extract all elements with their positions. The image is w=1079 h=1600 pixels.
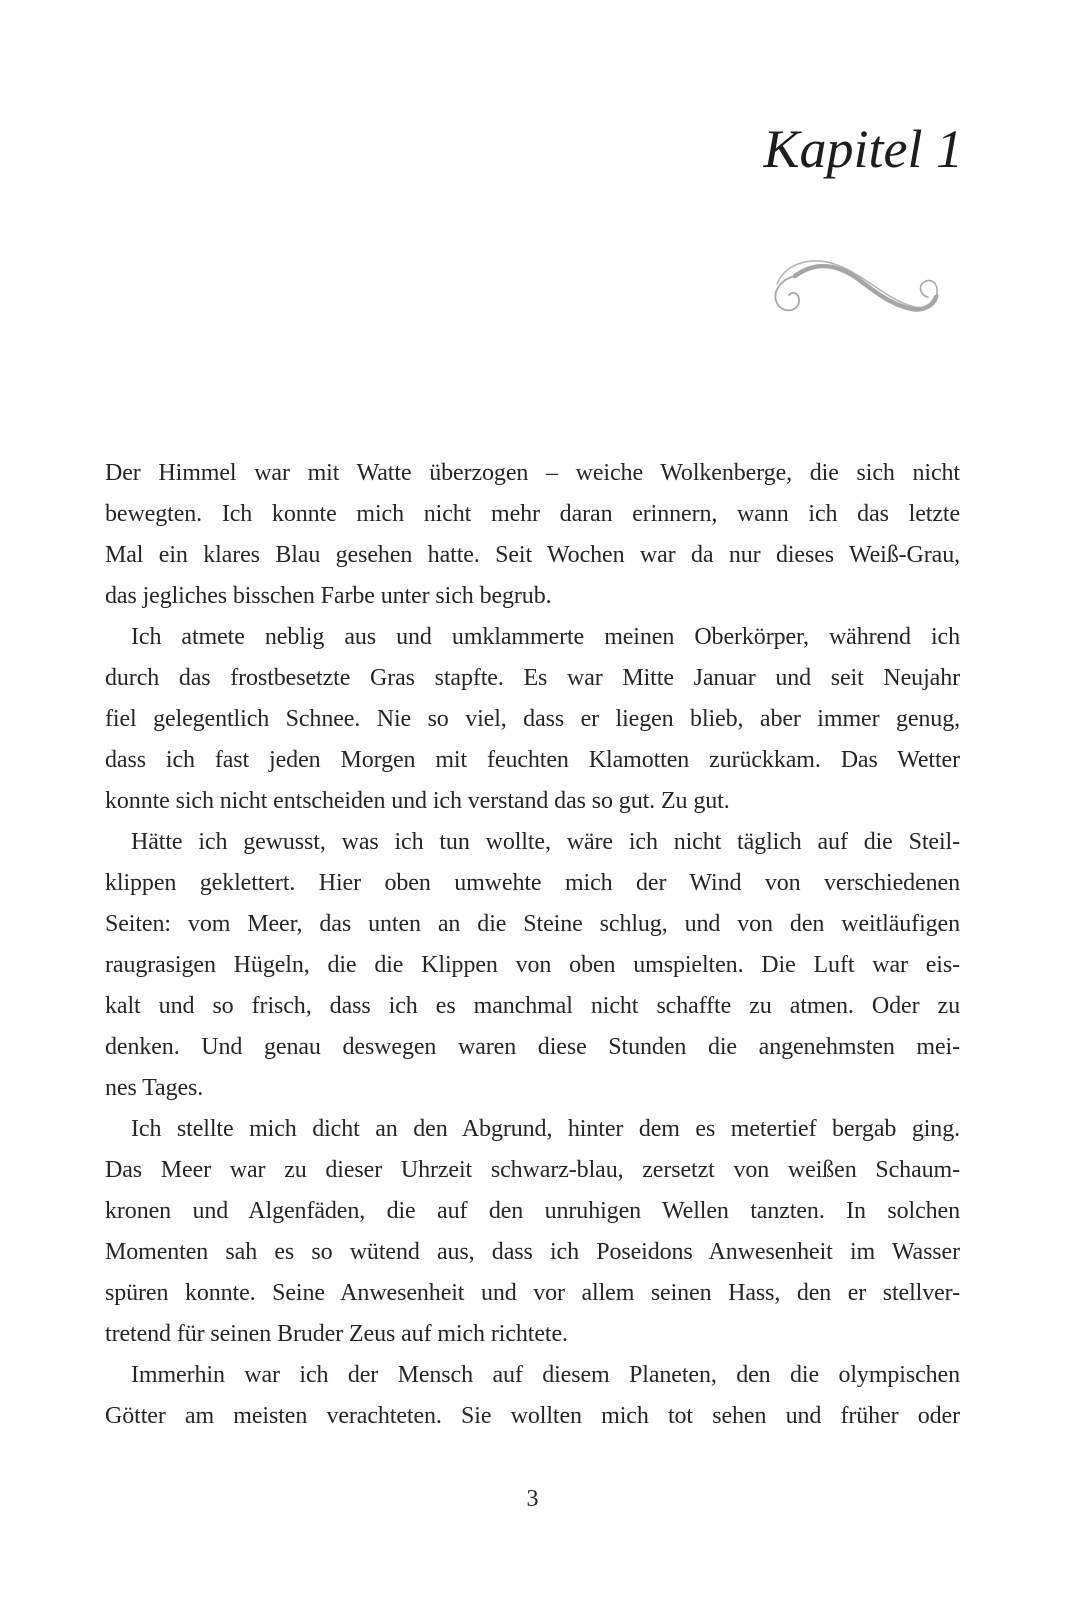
- text-line: Ich atmete neblig aus und umklammerte meinen Oberkörper, während ich: [131, 624, 960, 650]
- text-line: kronen und Algenfäden, die auf den unruhigen Wellen tanzten. In solchen: [105, 1198, 960, 1224]
- text-line: dass ich fast jeden Morgen mit feuchten Klamotten zurückkam. Das Wetter: [105, 747, 960, 773]
- text-line: kalt und so frisch, dass ich es manchmal nicht schaffte zu atmen. Oder zu: [105, 993, 960, 1019]
- text-line: spüren konnte. Seine Anwesenheit und vor allem seinen Hass, den er stellver-: [105, 1280, 960, 1306]
- text-line: Götter am meisten verachteten. Sie wollten mich tot sehen und früher oder: [105, 1403, 960, 1429]
- text-line: das jegliches bisschen Farbe unter sich begrub.: [105, 583, 552, 609]
- text-line: bewegten. Ich konnte mich nicht mehr daran erinnern, wann ich das letzte: [105, 501, 960, 527]
- chapter-title: Kapitel 1: [763, 119, 963, 179]
- text-line: Mal ein klares Blau gesehen hatte. Seit Wochen war da nur dieses Weiß-Grau,: [105, 542, 960, 568]
- page-number: 3: [526, 1486, 539, 1512]
- text-line: konnte sich nicht entscheiden und ich verstand das so gut. Zu gut.: [105, 788, 730, 814]
- text-line: raugrasigen Hügeln, die die Klippen von oben umspielten. Die Luft war eis-: [105, 952, 960, 978]
- text-line: tretend für seinen Bruder Zeus auf mich richtete.: [105, 1321, 568, 1347]
- text-line: fiel gelegentlich Schnee. Nie so viel, dass er liegen blieb, aber immer genug,: [105, 706, 960, 732]
- text-line: Momenten sah es so wütend aus, dass ich Poseidons Anwesenheit im Wasser: [105, 1239, 960, 1265]
- text-line: Seiten: vom Meer, das unten an die Steine schlug, und von den weitläufigen: [105, 911, 960, 937]
- text-line: Das Meer war zu dieser Uhrzeit schwarz-blau, zersetzt von weißen Schaum-: [105, 1157, 960, 1183]
- text-line: nes Tages.: [105, 1075, 204, 1101]
- text-line: klippen geklettert. Hier oben umwehte mich der Wind von verschiedenen: [105, 870, 960, 896]
- text-line: Der Himmel war mit Watte überzogen – weiche Wolkenberge, die sich nicht: [105, 460, 960, 486]
- body-text: [105, 453, 960, 1437]
- text-line: Immerhin war ich der Mensch auf diesem Planeten, den die olympischen: [131, 1362, 960, 1388]
- flourish-ornament-icon: [765, 252, 961, 324]
- text-line: denken. Und genau deswegen waren diese Stunden die angenehmsten mei-: [105, 1034, 960, 1060]
- text-line: Ich stellte mich dicht an den Abgrund, hinter dem es metertief bergab ging.: [131, 1116, 960, 1142]
- text-line: Hätte ich gewusst, was ich tun wollte, wäre ich nicht täglich auf die Steil-: [131, 829, 960, 855]
- text-line: durch das frostbesetzte Gras stapfte. Es war Mitte Januar und seit Neujahr: [105, 665, 960, 691]
